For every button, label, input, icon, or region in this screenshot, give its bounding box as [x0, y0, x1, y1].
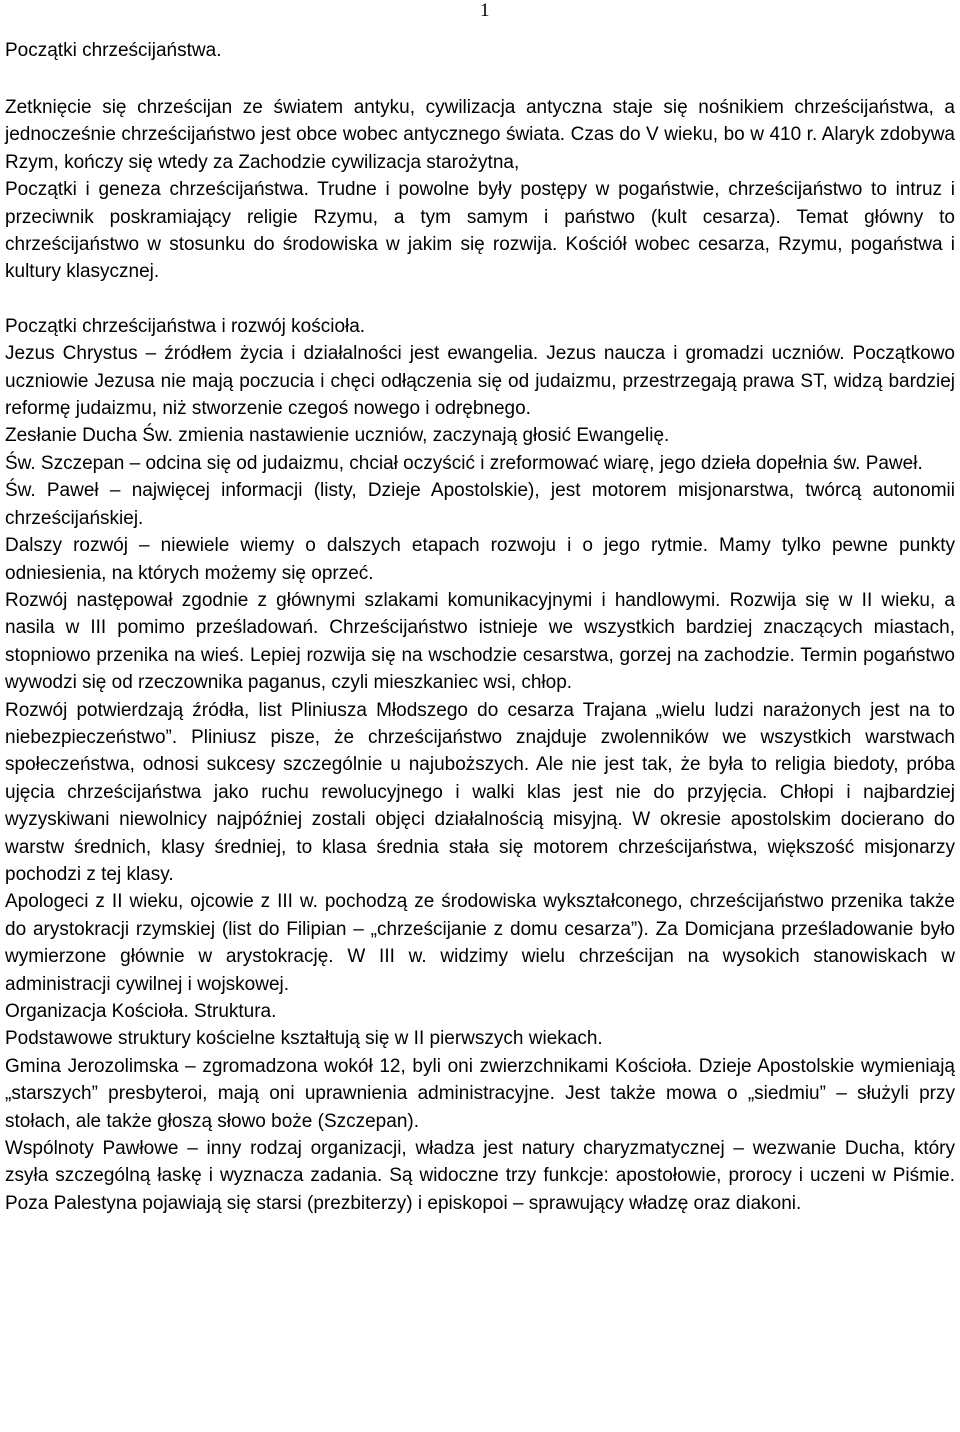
paragraph-structures: Podstawowe struktury kościelne kształtują się w II pierwszych wiekach. [5, 1028, 603, 1050]
paragraph-apologists: Apologeci z II wieku, ojcowie z III w. pochodzą ze środowiska wykształconego, chrześcijaństwo przenika także do arystokracji rzymskiej (list do Filipian – „chrześcijanie z domu cesarza”). Za Domicjana prześladowanie było wymierzone głównie w arystokrację. W III w. widzimy wielu chrześcijan na wysokich stanowiskach w administracji cywilnej i wojskowej. [5, 891, 955, 995]
page-number: 1 [480, 0, 490, 21]
document-title: Początki chrześcijaństwa. [5, 40, 222, 61]
document-body [5, 94, 955, 1217]
paragraph-sources: Rozwój potwierdzają źródła, list Pliniusza Młodszego do cesarza Trajana „wielu ludzi narażonych jest na to niebezpieczeństwo”. Pliniusz pisze, że chrześcijaństwo znajduje zwolenników we wszystkich warstwach społeczeństwa, odnosi sukcesy szczególnie u najuboższych. Ale nie jest tak, że była to religia biedoty, próba ujęcia chrześcijaństwa jako ruchu rewolucyjnego i walki klas jest nie do przyjęcia. Chłopi i najbardziej wyzyskiwani niewolnicy najpóźniej zostali objęci działalnością misyjną. W okresie apostolskim docierano do warstw średnich, klasy średniej, to klasa średnia stała się motorem chrześcijaństwa, większość misjonarzy pochodzi z tej klasy. [5, 699, 955, 885]
paragraph-intro: Zetknięcie się chrześcijan ze światem antyku, cywilizacja antyczna staje się nośnikiem chrześcijaństwa, a jednocześnie chrześcijaństwo jest obce wobec antycznego świata. Czas do V wieku, bo w 410 r. Alaryk zdobywa Rzym, kończy się wtedy za Zachodzie cywilizacja starożytna, [5, 97, 955, 173]
section-heading-organization: Organizacja Kościoła. Struktura. [5, 1001, 277, 1022]
paragraph-paul: Św. Paweł – najwięcej informacji (listy, Dzieje Apostolskie), jest motorem misjonarstwa, twórcą autonomii chrześcijańskiej. [5, 480, 955, 529]
paragraph-further-development: Dalszy rozwój – niewiele wiemy o dalszych etapach rozwoju i o jego rytmie. Mamy tylko pewne punkty odniesienia, na których możemy się oprzeć. [5, 535, 955, 584]
section-heading-development: Początki chrześcijaństwa i rozwój kościoła. [5, 315, 366, 337]
paragraph-spread: Rozwój następował zgodnie z głównymi szlakami komunikacyjnymi i handlowymi. Rozwija się w II wieku, a nasila w III pomimo prześladowań. Chrześcijaństwo istnieje we wszystkich bardziej znaczących miastach, stopniowo przenika na wieś. Lepiej rozwija się na wschodzie cesarstwa, gorzej na zachodzie. Termin pogaństwo wywodzi się od rzeczownika paganus, czyli mieszkaniec wsi, chłop. [5, 589, 955, 694]
paragraph-origins: Początki i geneza chrześcijaństwa. Trudne i powolne były postępy w pogaństwie, chrześcijaństwo to intruz i przeciwnik poskramiający religie Rzymu, a tym samym i państwo (kult cesarza). Temat główny to chrześcijaństwo w stosunku do środowiska w jakim się rozwija. Kościół wobec cesarza, Rzymu, pogaństwa i kultury klasycznej. [5, 179, 955, 283]
paragraph-pentecost: Zesłanie Ducha Św. zmienia nastawienie uczniów, zaczynają głosić Ewangelię. [5, 425, 670, 447]
paragraph-pauline: Wspólnoty Pawłowe – inny rodzaj organizacji, władza jest natury charyzmatycznej – wezwanie Ducha, który zsyła szczególną łaskę i wyznacza zadania. Są widoczne trzy funkcje: apostołowie, prorocy i uczeni w Piśmie. Poza Palestyna pojawiają się starsi (prezbiterzy) i episkopoi – sprawujący władzę oraz diakoni. [5, 1138, 955, 1214]
paragraph-jesus: Jezus Chrystus – źródłem życia i działalności jest ewangelia. Jezus naucza i gromadzi uczniów. Początkowo uczniowie Jezusa nie mają poczucia i chęci odłączenia się od judaizmu, przestrzegają prawa ST, widzą bardziej reformę judaizmu, niż stworzenie czegoś nowego i odrębnego. [5, 343, 955, 420]
paragraph-jerusalem: Gmina Jerozolimska – zgromadzona wokół 12, byli oni zwierzchnikami Kościoła. Dzieje Apostolskie wymieniają „starszych” presbyteroi, mają oni uprawnienia administracyjne. Jest także mowa o „siedmiu” – służyli przy stołach, ale także głoszą słowo boże (Szczepan). [5, 1055, 955, 1132]
paragraph-stephen: Św. Szczepan – odcina się od judaizmu, chciał oczyścić i zreformować wiarę, jego dzieła dopełnia św. Paweł. [5, 452, 923, 474]
